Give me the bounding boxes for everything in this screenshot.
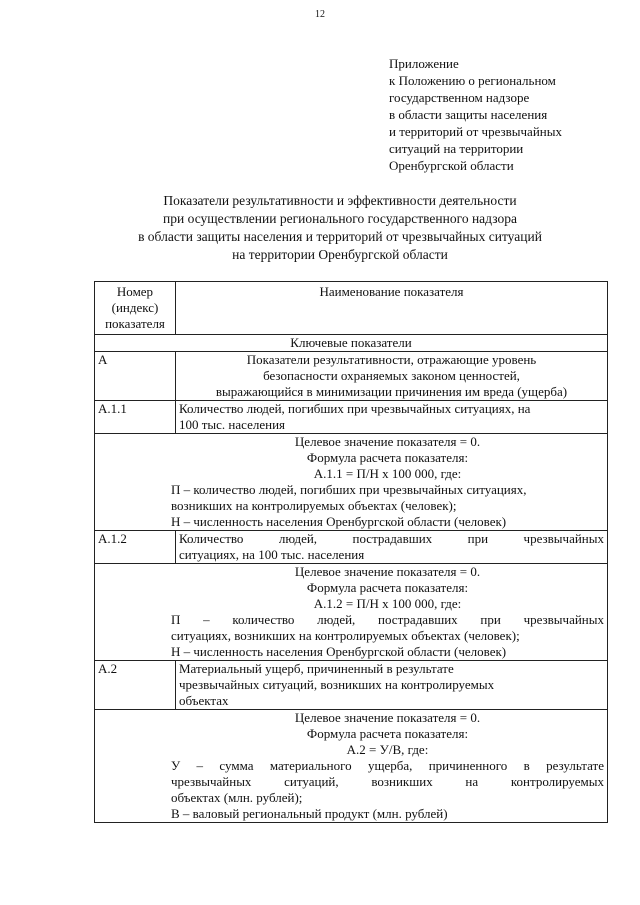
formula: А.1.2 = П/Н х 100 000, где:	[313, 596, 462, 611]
definition-line: П – количество людей, пострадавших при чрезвычайных	[171, 612, 604, 627]
header-number-cell	[95, 282, 176, 335]
text-line: объектах	[179, 693, 229, 708]
text-line: безопасности охраняемых законом ценностей,	[263, 368, 520, 383]
title-line: в области защиты населения и территорий от чрезвычайных ситуаций	[138, 229, 542, 244]
definition-line: объектах (млн. рублей);	[171, 790, 303, 805]
table-row	[95, 335, 608, 352]
indicator-name	[176, 661, 608, 710]
indicator-number: А.1.1	[95, 401, 176, 434]
indicator-number: А	[95, 352, 176, 401]
formula-block	[95, 710, 608, 823]
target-value: Целевое значение показателя = 0.	[294, 710, 481, 725]
appendix-line: в области защиты населения	[389, 107, 548, 122]
table-row	[95, 710, 608, 823]
definition-line: чрезвычайных ситуаций, возникших на контролируемых	[171, 774, 604, 789]
table-row	[95, 531, 608, 564]
appendix-line: к Положению о региональном	[389, 73, 556, 88]
definition-line: В – валовый региональный продукт (млн. рублей)	[171, 806, 448, 821]
header-number-line: Номер	[116, 284, 154, 299]
indicator-number: А.2	[95, 661, 176, 710]
indicator-name	[176, 401, 608, 434]
table-row	[95, 401, 608, 434]
key-indicators-heading: Ключевые показатели	[95, 335, 608, 352]
document-title	[60, 192, 620, 264]
indicators-table	[94, 281, 608, 823]
formula: А.2 = У/В, где:	[346, 742, 429, 757]
appendix-block	[389, 55, 629, 174]
definition-line: У – сумма материального ущерба, причиненного в результате	[171, 758, 604, 773]
title-line: Показатели результативности и эффективности деятельности	[163, 193, 517, 208]
definition-line: возникших на контролируемых объектах (человек);	[171, 498, 457, 513]
table-row	[95, 564, 608, 661]
appendix-line: государственном надзоре	[389, 90, 530, 105]
text-line: выражающийся в минимизации причинения им вреда (ущерба)	[215, 384, 568, 399]
appendix-line: Приложение	[389, 56, 459, 71]
text-line: чрезвычайных ситуаций, возникших на контролируемых	[179, 677, 495, 692]
target-value: Целевое значение показателя = 0.	[294, 434, 481, 449]
header-name-cell: Наименование показателя	[176, 282, 608, 335]
appendix-line: ситуаций на территории	[389, 141, 524, 156]
formula-title: Формула расчета показателя:	[306, 450, 469, 465]
table-row	[95, 352, 608, 401]
definition-line: ситуациях, возникших на контролируемых объектах (человек);	[171, 628, 520, 643]
text-line: 100 тыс. населения	[179, 417, 286, 432]
header-number-line: (индекс)	[111, 300, 159, 315]
text-line: Количество людей, пострадавших при чрезвычайных	[179, 531, 604, 546]
definition-line: Н – численность населения Оренбургской области (человек)	[171, 514, 507, 529]
definition-line: П – количество людей, погибших при чрезвычайных ситуациях,	[171, 482, 527, 497]
table-row	[95, 434, 608, 531]
indicator-name	[176, 352, 608, 401]
title-line: при осуществлении регионального государственного надзора	[163, 211, 517, 226]
target-value: Целевое значение показателя = 0.	[294, 564, 481, 579]
text-line: ситуациях, на 100 тыс. населения	[179, 547, 365, 562]
formula-title: Формула расчета показателя:	[306, 580, 469, 595]
appendix-line: и территорий от чрезвычайных	[389, 124, 562, 139]
formula-block	[95, 434, 608, 531]
formula-block	[95, 564, 608, 661]
text-line: Материальный ущерб, причиненный в результате	[179, 661, 454, 676]
text-line: Количество людей, погибших при чрезвычайных ситуациях, на	[179, 401, 531, 416]
formula: А.1.1 = П/Н х 100 000, где:	[313, 466, 462, 481]
definition-line: Н – численность населения Оренбургской области (человек)	[171, 644, 507, 659]
table-header-row	[95, 282, 608, 335]
text-line: Показатели результативности, отражающие уровень	[246, 352, 537, 367]
appendix-line: Оренбургской области	[389, 158, 514, 173]
indicator-name	[176, 531, 608, 564]
header-number-line: показателя	[105, 316, 165, 331]
indicator-number: А.1.2	[95, 531, 176, 564]
table-row	[95, 661, 608, 710]
page-number: 12	[315, 9, 325, 20]
title-line: на территории Оренбургской области	[232, 247, 448, 262]
formula-title: Формула расчета показателя:	[306, 726, 469, 741]
